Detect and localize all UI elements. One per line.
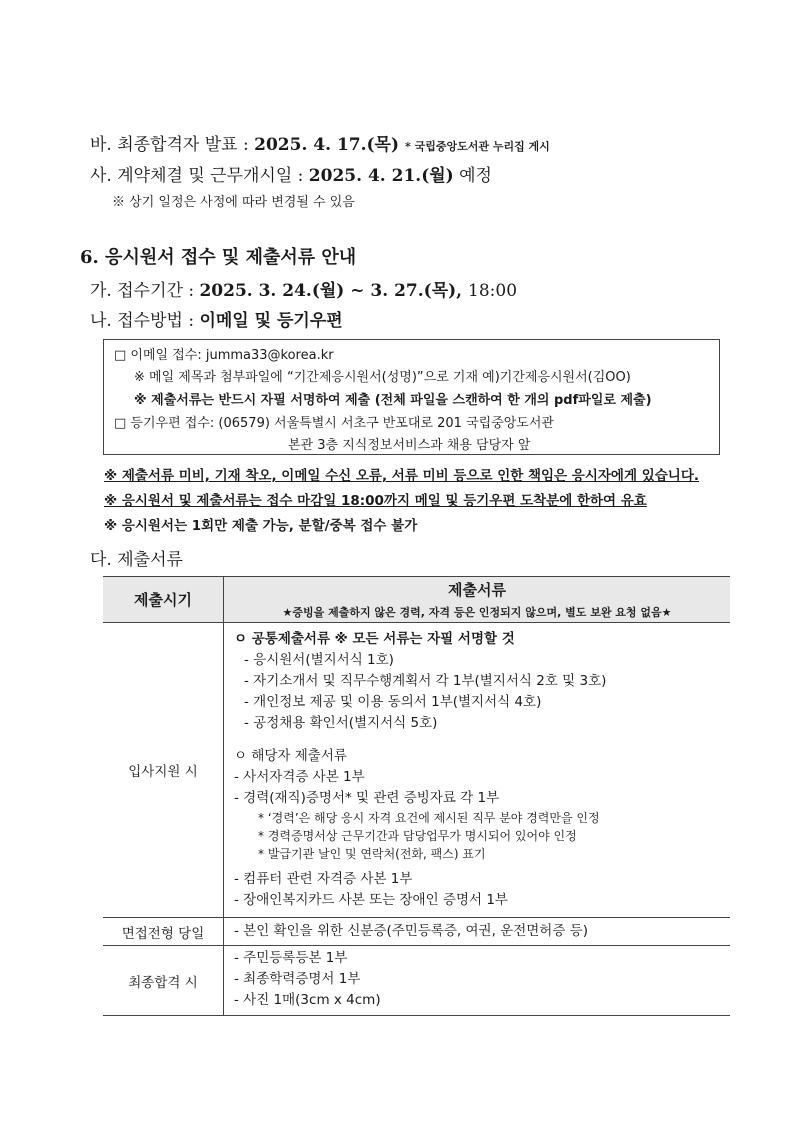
sa-date: 2025. 4. 21.(월) [308, 166, 454, 186]
ba-date: 2025. 4. 17.(목) [254, 135, 400, 155]
ga-value: 2025. 3. 24.(월) ~ 3. 27.(목), [199, 281, 469, 301]
career-note: * 경력증명서상 근무기간과 담당업무가 명시되어 있어야 인정 [258, 829, 577, 843]
row-docs [224, 946, 731, 1016]
list-item: - 최종학력증명서 1부 [234, 971, 361, 987]
ba-label: 바. 최종합격자 발표 : [90, 135, 255, 155]
header-docs-sub: ★증빙을 제출하지 않은 경력, 자격 등은 인정되지 않으며, 별도 보완 요청 없음★ [282, 606, 672, 619]
extra-title: ㅇ 해당자 제출서류 [234, 748, 347, 764]
list-item: - 본인 확인을 위한 신분증(주민등록증, 여권, 운전면허증 등) [234, 923, 588, 939]
row-time: 최종합격 시 [103, 946, 224, 1016]
header-docs [224, 577, 731, 623]
header-docs-title: 제출서류 [448, 581, 506, 599]
schedule-contract-start [90, 161, 492, 186]
na-label: 나. 접수방법 : [90, 311, 200, 331]
warning-1: ※ 제출서류 미비, 기재 착오, 이메일 수신 오류, 서류 미비 등으로 인한 책임은 응시자에게 있습니다. [104, 468, 699, 484]
table-header-row [103, 577, 730, 623]
ga-label: 가. 접수기간 : [90, 281, 200, 301]
list-item: - 주민등록등본 1부 [234, 950, 348, 966]
post-line: □ 등기우편 접수: (06579) 서울특별시 서초구 반포대로 201 국립중앙도서관 [114, 416, 554, 431]
sign-note: ※ 제출서류는 반드시 자필 서명하여 제출 (전체 파일을 스캔하여 한 개의 pdf파일로 제출) [134, 393, 652, 408]
list-item: - 공정채용 확인서(별지서식 5호) [244, 715, 438, 731]
list-item: - 컴퓨터 관련 자격증 사본 1부 [234, 871, 413, 887]
documents-title: 다. 제출서류 [90, 550, 183, 570]
common-title: ㅇ 공통제출서류 ※ 모든 서류는 자필 서명할 것 [234, 631, 515, 647]
row-docs [224, 918, 731, 946]
schedule-final-announcement [90, 130, 550, 155]
ba-note: * 국립중앙도서관 누리집 게시 [405, 140, 550, 153]
email-line: □ 이메일 접수: jumma33@korea.kr [114, 348, 334, 363]
header-time: 제출시기 [103, 577, 224, 623]
list-item: - 개인정보 제공 및 이용 동의서 1부(별지서식 4호) [244, 694, 542, 710]
section-6-title: 6. 응시원서 접수 및 제출서류 안내 [80, 247, 357, 268]
warning-3: ※ 응시원서는 1회만 제출 가능, 분할/중복 접수 불가 [104, 518, 418, 534]
list-item: - 자기소개서 및 직무수행계획서 각 1부(별지서식 2호 및 3호) [244, 673, 607, 689]
list-item: - 경력(재직)증명서* 및 관련 증빙자료 각 1부 [234, 790, 500, 806]
list-item: - 사진 1매(3cm x 4cm) [234, 992, 381, 1008]
list-item: - 응시원서(별지서식 1호) [244, 652, 394, 668]
sa-suffix: 예정 [453, 166, 492, 186]
table-row [103, 918, 730, 946]
table-row [103, 623, 730, 918]
email-title-note: ※ 메일 제목과 첨부파일에 “기간제응시원서(성명)”으로 기재 예)기간제응시원서(김OO) [134, 370, 631, 385]
row-time: 입사지원 시 [103, 623, 224, 918]
post-line-2: 본관 3층 지식정보서비스과 채용 담당자 앞 [288, 438, 531, 453]
method-box [103, 339, 720, 455]
schedule-note: ※ 상기 일정은 사정에 따라 변경될 수 있음 [112, 195, 355, 210]
table-row [103, 946, 730, 1016]
application-method [90, 306, 343, 331]
sa-label: 사. 계약체결 및 근무개시일 : [90, 166, 309, 186]
row-time: 면접전형 당일 [103, 918, 224, 946]
row-docs [224, 623, 731, 918]
list-item: - 장애인복지카드 사본 또는 장애인 증명서 1부 [234, 892, 508, 908]
career-note: * ‘경력’은 해당 응시 자격 요건에 제시된 직무 분야 경력만을 인정 [258, 811, 600, 825]
warning-2: ※ 응시원서 및 제출서류는 접수 마감일 18:00까지 메일 및 등기우편 도착분에 한하여 유효 [104, 493, 647, 509]
ga-time: 18:00 [468, 281, 518, 301]
na-value: 이메일 및 등기우편 [199, 311, 343, 331]
documents-table [103, 576, 730, 1016]
career-note: * 발급기관 날인 및 연락처(전화, 팩스) 표기 [258, 847, 486, 861]
list-item: - 사서자격증 사본 1부 [234, 769, 365, 785]
application-period [90, 276, 517, 301]
